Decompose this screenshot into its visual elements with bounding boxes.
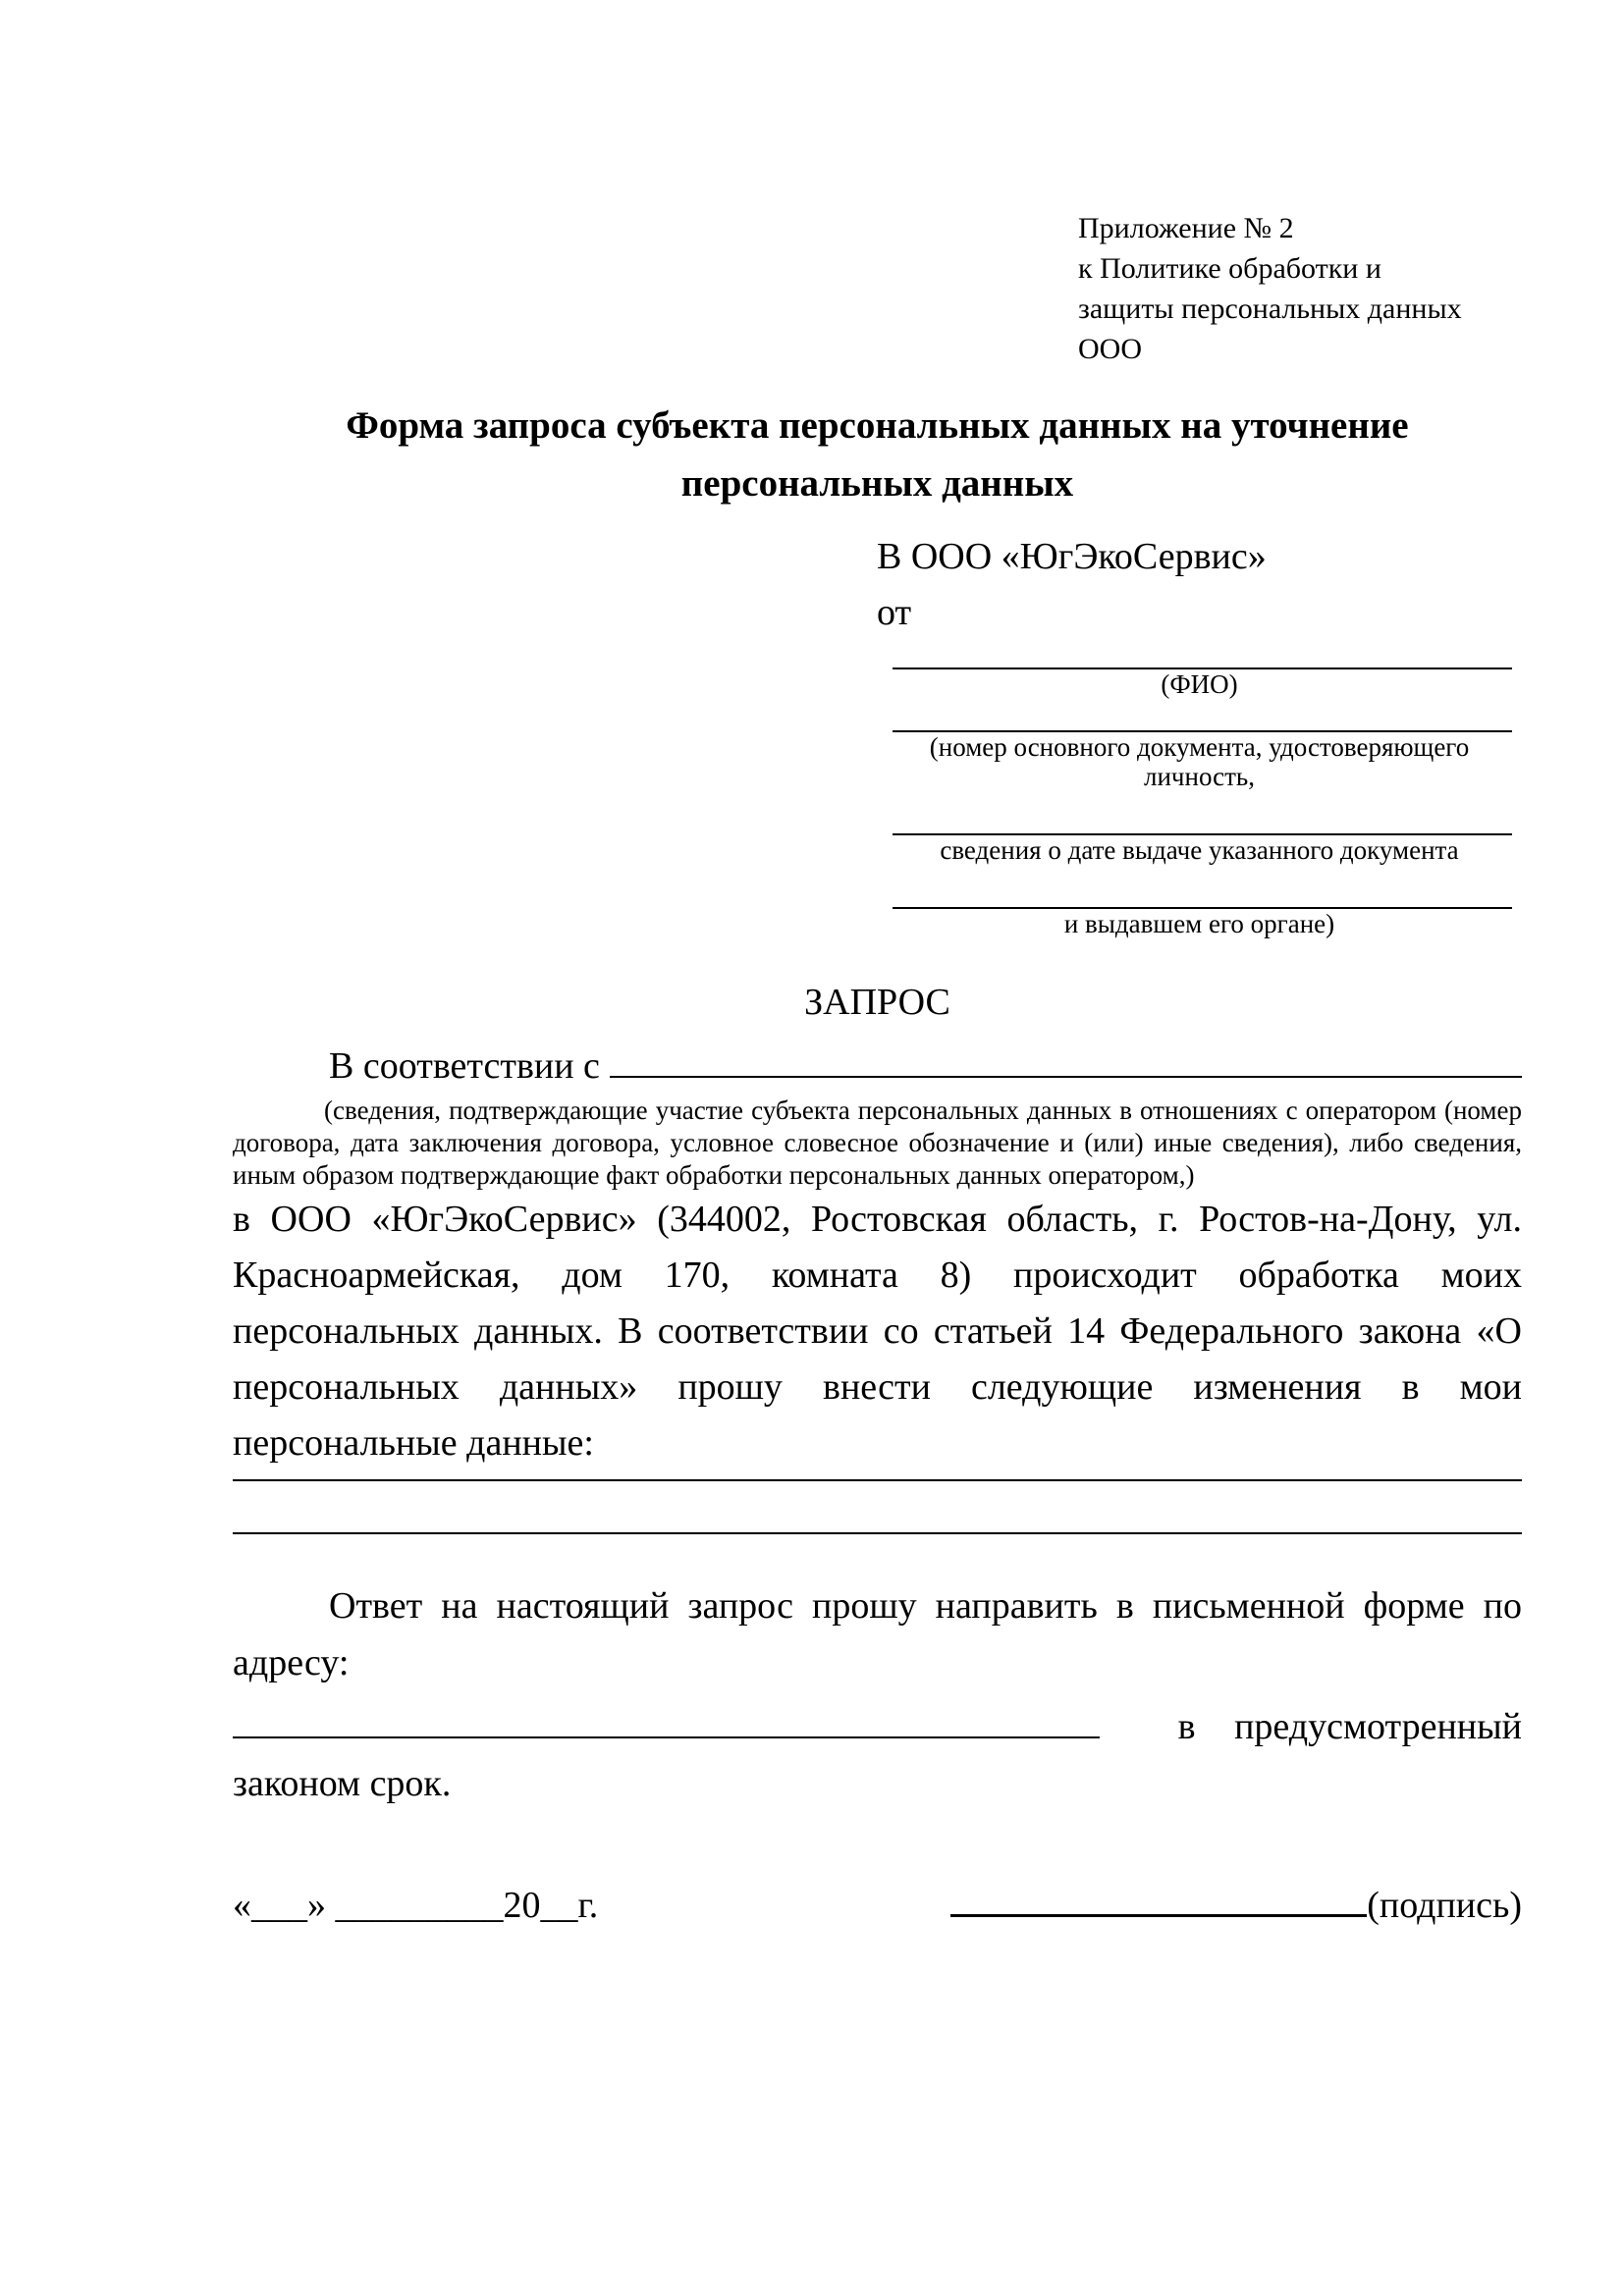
annex-block bbox=[1078, 208, 1522, 369]
doc-issue-date-caption: сведения о дате выдаче указанного документа bbox=[940, 835, 1459, 865]
intro-caption: (сведения, подтверждающие участие субъекта персональных данных в отношениях с оператором (номер договора, дата заключения договора, условное словесное обозначение и (или) иные сведения), либо сведения, иным образом подтверждающие факт обработки персональных данных оператором,) bbox=[233, 1095, 1522, 1190]
annex-line: Приложение № 2 bbox=[1078, 212, 1294, 244]
address-write-line bbox=[233, 1691, 1100, 1738]
document-title bbox=[233, 397, 1522, 512]
changes-write-line-1 bbox=[233, 1471, 1522, 1524]
changes-write-line-2 bbox=[233, 1524, 1522, 1577]
fio-caption: (ФИО) bbox=[1161, 669, 1238, 699]
doc-issue-date-write-line bbox=[893, 791, 1512, 835]
body-paragraph: в ООО «ЮгЭкоСервис» (344002, Ростовская область, г. Ростов-на-Дону, ул. Красноармейская, дом 170, комната 8) происходит обработка моих персональных данных. В соответствии со статьей 14 Федерального закона «О персональных данных» прошу внести следующие изменения в мои персональные данные: bbox=[233, 1199, 1522, 1464]
recipient-line: В ООО «ЮгЭкоСервис» bbox=[877, 536, 1267, 577]
date-field: «___» _________20__г. bbox=[233, 1885, 599, 1926]
fio-write-line bbox=[893, 640, 1512, 669]
annex-line: защиты персональных данных bbox=[1078, 293, 1462, 325]
document-title-line-2: персональных данных bbox=[680, 462, 1074, 505]
reply-mid-text: в предусмотренный bbox=[1177, 1706, 1522, 1747]
annex-line: к Политике обработки и bbox=[1078, 252, 1381, 285]
intro-write-line bbox=[610, 1031, 1522, 1078]
signature-caption: (подпись) bbox=[1367, 1885, 1522, 1926]
date-signature-row bbox=[233, 1869, 1522, 1934]
doc-issuer-caption: и выдавшем его органе) bbox=[1063, 909, 1335, 938]
document-title-line-1: Форма запроса субъекта персональных данных на уточнение bbox=[346, 404, 1409, 447]
annex-line: ООО bbox=[1078, 333, 1142, 365]
signature-write-line bbox=[950, 1869, 1367, 1917]
addressee-block bbox=[877, 528, 1522, 938]
request-heading: ЗАПРОС bbox=[804, 982, 950, 1023]
intro-line bbox=[233, 1031, 1522, 1095]
reply-paragraph-line-2 bbox=[233, 1691, 1522, 1755]
intro-prefix-text: В соответствии с bbox=[329, 1045, 600, 1087]
signature-group bbox=[950, 1869, 1522, 1934]
reply-paragraph-line-3: законом срок. bbox=[233, 1763, 452, 1804]
doc-issuer-write-line bbox=[893, 865, 1512, 909]
doc-number-caption: (номер основного документа, удостоверяющего личность, bbox=[929, 732, 1470, 791]
reply-paragraph-line-1: Ответ на настоящий запрос прошу направить в письменной форме по адресу: bbox=[233, 1585, 1522, 1683]
doc-number-write-line bbox=[893, 699, 1512, 732]
document-content bbox=[233, 208, 1522, 1934]
from-label: от bbox=[877, 592, 912, 633]
